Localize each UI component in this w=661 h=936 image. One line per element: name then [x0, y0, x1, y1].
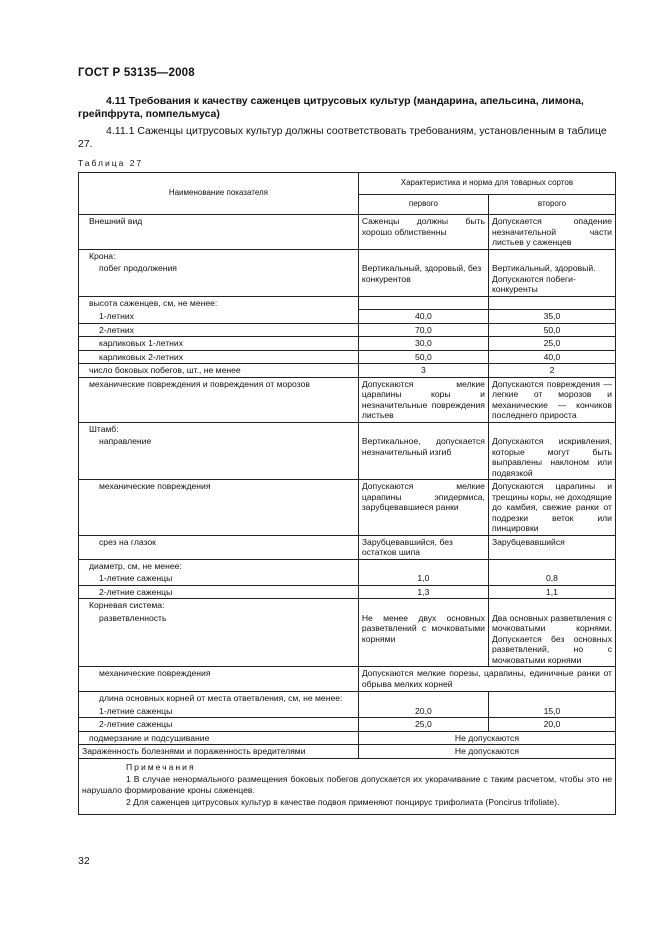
table-row: 1-летних 40,0 35,0 — [79, 310, 616, 324]
table-row: срез на глазок Зарубцевавшийся, без остатков шипа Зарубцевавшийся — [79, 535, 616, 559]
note-1: 1 В случае ненормального размещения боковых побегов допускается их укорачивание с таким расчетом, чтобы это не нарушало формирование кроны саженцев. — [82, 774, 612, 795]
table-row: разветвленность Не менее двух основных разветвлений с мочковатыми корнями Два основных разветвления с мочковатыми корнями. Допускается без основных разветвлений, но с мочковатыми корнями — [79, 612, 616, 667]
header-second-grade: второго — [488, 195, 615, 215]
table-row: механические повреждения Допускаются мелкие порезы, царапины, единичные ранки от обрыва мелких корней — [79, 667, 616, 692]
page-number: 32 — [78, 855, 90, 867]
table-row: Штамб: — [79, 422, 616, 435]
notes-title: Примечания — [126, 761, 196, 772]
table-notes — [79, 758, 616, 814]
document-header: ГОСТ Р 53135—2008 — [78, 67, 195, 79]
quality-requirements-table — [78, 172, 616, 815]
header-indicator: Наименование показателя — [79, 173, 359, 215]
table-row: 2-летние саженцы 1,3 1,1 — [79, 585, 616, 599]
table-row: длина основных корней от места ответвления, см, не менее: — [79, 692, 616, 705]
table-row: подмерзание и подсушивание Не допускаются — [79, 731, 616, 745]
table-caption: Таблица 27 — [78, 158, 144, 168]
section-paragraph: 4.11.1 Саженцы цитрусовых культур должны соответствовать требованиям, установленным в таблице 27. — [78, 125, 607, 150]
table-row: карликовых 2-летних 50,0 40,0 — [79, 350, 616, 364]
table-row: механические повреждения и повреждения от морозов Допускаются мелкие царапины коры и незначительные повреждения листьев Допускаются повреждения — легкие от морозов и механические — кончиков последнего прироста — [79, 377, 616, 422]
table-row: 1-летние саженцы 20,0 15,0 — [79, 705, 616, 718]
table-row: побег продолжения Вертикальный, здоровый, без конкурентов Вертикальный, здоровый. Допускаются побеги-конкуренты — [79, 262, 616, 297]
table-row: высота саженцев, см, не менее: — [79, 297, 616, 310]
table-row: диаметр, см, не менее: — [79, 559, 616, 572]
table-row: Внешний вид Саженцы должны быть хорошо облиственны Допускается опадение незначительной части листьев у саженцев — [79, 215, 616, 250]
section-title: 4.11 Требования к качеству саженцев цитрусовых культур (мандарина, апельсина, лимона, грейпфрута, помпельмуса) — [78, 95, 584, 120]
table-row: 1-летние саженцы 1,0 0,8 — [79, 572, 616, 585]
table-row: 2-летние саженцы 25,0 20,0 — [79, 718, 616, 732]
table-row: 2-летних 70,0 50,0 — [79, 323, 616, 337]
header-first-grade: первого — [358, 195, 488, 215]
table-row: карликовых 1-летних 30,0 25,0 — [79, 337, 616, 351]
table-row: направление Вертикальное, допускается незначительный изгиб Допускаются искривления, которые могут быть выправлены наклоном или подвязкой — [79, 435, 616, 480]
table-notes-row — [79, 758, 616, 814]
table-row: Корневая система: — [79, 599, 616, 612]
table-row: Крона: — [79, 249, 616, 262]
table-row: Зараженность болезнями и пораженность вредителями Не допускаются — [79, 745, 616, 759]
table-row: число боковых побегов, шт., не менее 3 2 — [79, 364, 616, 378]
table-row: механические повреждения Допускаются мелкие царапины эпидермиса, зарубцевавшиеся ранки Допускаются царапины и трещины коры, не доходящие до камбия, свежие ранки от подрезки веток или пинцировки — [79, 480, 616, 536]
note-2: 2 Для саженцев цитрусовых культур в качестве подвоя применяют понцирус трифолиата (Poncirus trifoliate). — [126, 797, 560, 807]
header-group: Характеристика и норма для товарных сортов — [358, 173, 615, 195]
